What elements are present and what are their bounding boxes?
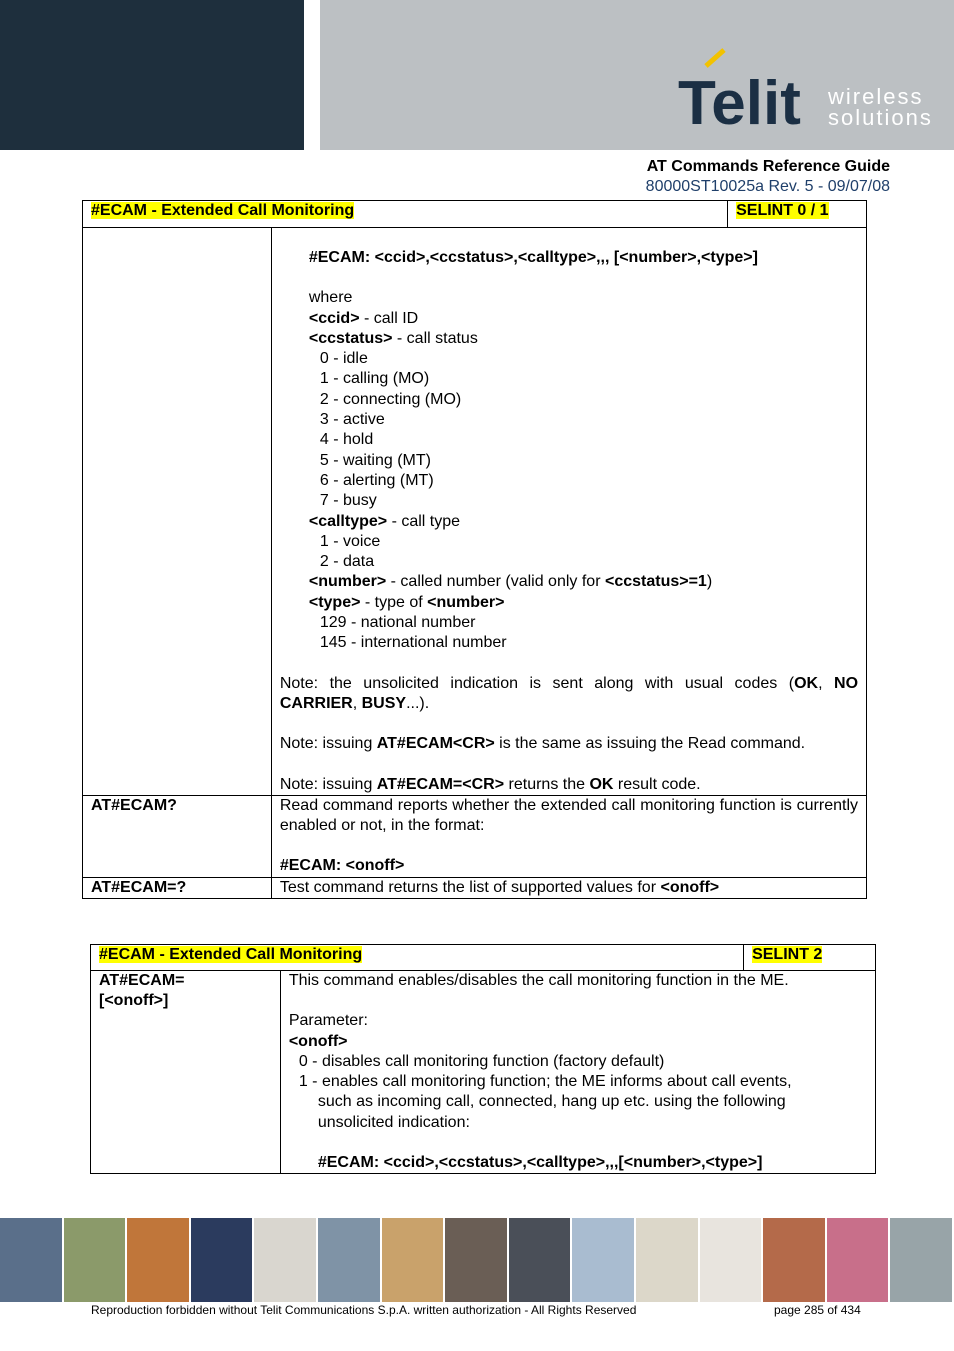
list-item: 4 - hold: [319, 431, 374, 449]
list-item: 1 - voice: [319, 532, 381, 550]
footer-photo: [191, 1218, 255, 1302]
indication-description: [271, 228, 866, 796]
table-header-row: [91, 945, 876, 971]
footer-photo: [64, 1218, 128, 1302]
read-description: Read command reports whether the extended call monitoring function is currently enabled or not, in the format: #ECAM: <onoff>: [271, 795, 866, 877]
empty-command-cell: [83, 228, 272, 796]
footer-page-number: page 285 of 434: [774, 1303, 861, 1317]
set-command: AT#ECAM= [<onoff>]: [91, 971, 281, 1174]
test-description: Test command returns the list of supported values for <onoff>: [271, 877, 866, 898]
parameter-label: Parameter:: [288, 1012, 368, 1030]
list-item: 0 - idle: [319, 350, 368, 368]
where-label: where: [308, 289, 353, 307]
note-issuing-eq-cr: Note: issuing AT#ECAM=<CR> returns the OK result code.: [279, 775, 701, 793]
list-item: 1 - calling (MO): [319, 370, 430, 388]
svg-text:solutions: solutions: [828, 105, 933, 130]
footer-photo: [445, 1218, 509, 1302]
indication-format: #ECAM: <ccid>,<ccstatus>,<calltype>,,,[<number>,<type>]: [317, 1154, 763, 1172]
note-issuing-cr: Note: issuing AT#ECAM<CR> is the same as issuing the Read command.: [279, 735, 806, 753]
list-item: 0 - disables call monitoring function (factory default): [298, 1052, 665, 1070]
list-item: 7 - busy: [319, 492, 377, 510]
ecam-table-selint2: [90, 944, 876, 1174]
footer-photo: [763, 1218, 827, 1302]
param-ccstatus: <ccstatus> - call status: [308, 329, 478, 347]
table-title: #ECAM - Extended Call Monitoring: [99, 946, 363, 963]
footer-photo: [572, 1218, 636, 1302]
footer-photo: [318, 1218, 382, 1302]
telit-logo: [676, 48, 936, 132]
list-item: 5 - waiting (MT): [319, 451, 431, 469]
footer-photo: [509, 1218, 573, 1302]
param-ccid: <ccid> - call ID: [308, 309, 419, 327]
list-item: 2 - data: [319, 553, 375, 571]
footer-photo: [0, 1218, 64, 1302]
footer-copyright: Reproduction forbidden without Telit Communications S.p.A. written authorization - All Rights Reserved: [91, 1303, 637, 1317]
svg-text:wireless: wireless: [828, 84, 924, 109]
list-item: 2 - connecting (MO): [319, 390, 462, 408]
list-item: 1 - enables call monitoring function; the ME informs about call events,: [298, 1073, 792, 1091]
read-command-row: [83, 795, 867, 877]
list-item: 6 - alerting (MT): [319, 471, 434, 489]
svg-text:Telit: Telit: [678, 69, 801, 132]
footer-photo: [127, 1218, 191, 1302]
param-number: <number> - called number (valid only for <ccstatus>=1): [308, 573, 713, 591]
table-title: #ECAM - Extended Call Monitoring: [91, 202, 355, 219]
param-calltype: <calltype> - call type: [308, 512, 461, 530]
indication-format: #ECAM: <ccid>,<ccstatus>,<calltype>,,, [<number>,<type>]: [308, 249, 758, 266]
table-header-row: [83, 201, 867, 228]
set-description: This command enables/disables the call monitoring function in the ME. Parameter: <onoff> 0 - disables call monitoring function (factory default) 1 - enables call monitoring function; the ME informs about call events, such as incoming call, connected, hang up etc. using the following unsolicited indication: #ECAM: <ccid>,<ccstatus>,<calltype>,,,[<number>,<type>]: [280, 971, 875, 1174]
footer-photo-strip: [0, 1218, 954, 1302]
indication-row: [83, 228, 867, 796]
header-dark-banner: [0, 0, 304, 150]
test-command: AT#ECAM=?: [83, 877, 272, 898]
footer-photo: [382, 1218, 446, 1302]
list-item: 145 - international number: [319, 634, 507, 652]
read-format: #ECAM: <onoff>: [279, 857, 405, 875]
doc-revision: 80000ST10025a Rev. 5 - 09/07/08: [645, 178, 890, 195]
footer-photo: [890, 1218, 954, 1302]
param-onoff: <onoff>: [288, 1032, 348, 1050]
footer-photo: [700, 1218, 764, 1302]
ecam-table-selint01: [82, 200, 867, 899]
selint-badge: SELINT 2: [752, 946, 823, 963]
param-type: <type> - type of <number>: [308, 593, 505, 611]
selint-badge: SELINT 0 / 1: [736, 202, 829, 219]
footer-photo: [254, 1218, 318, 1302]
list-item: 3 - active: [319, 411, 385, 429]
doc-title: AT Commands Reference Guide: [646, 158, 890, 175]
read-command: AT#ECAM?: [83, 795, 272, 877]
list-item: 129 - national number: [319, 614, 476, 632]
set-command-row: [91, 971, 876, 1174]
note-unsolicited: Note: the unsolicited indication is sent along with usual codes (OK, NO CARRIER, BUSY...).: [279, 674, 859, 712]
footer-photo: [636, 1218, 700, 1302]
footer-photo: [827, 1218, 891, 1302]
test-command-row: [83, 877, 867, 898]
